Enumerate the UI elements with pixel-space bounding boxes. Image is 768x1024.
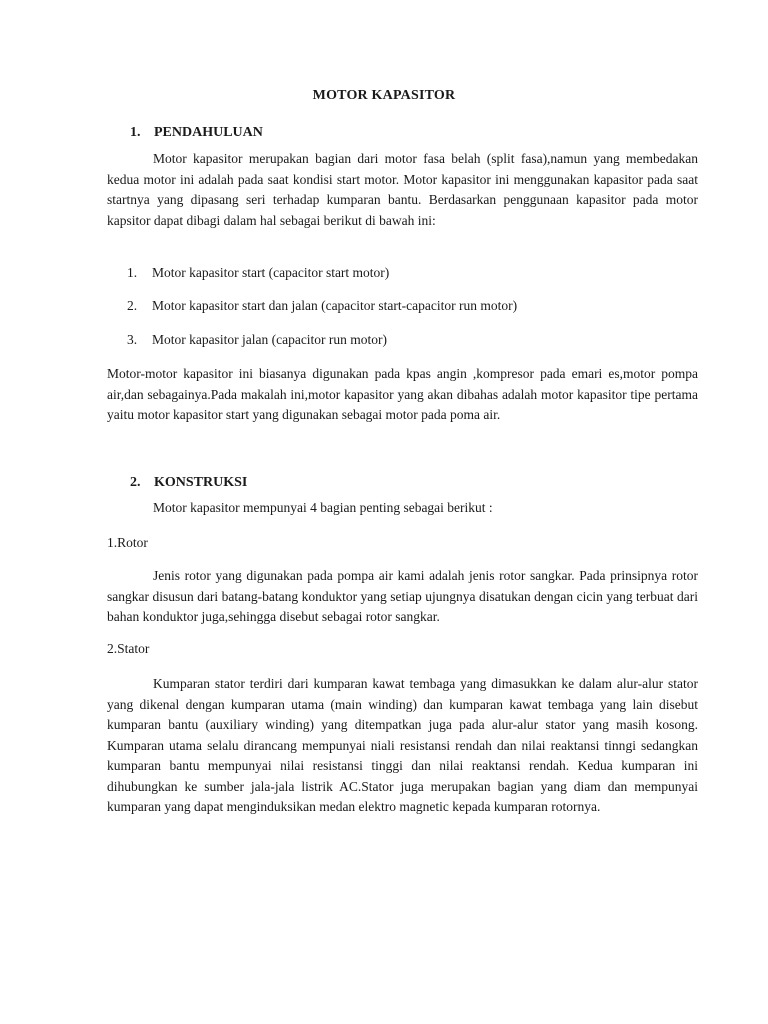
rotor-label: 1.Rotor [107,535,148,550]
section-1-title: PENDAHULUAN [154,125,263,140]
list-item-text: Motor kapasitor jalan (capacitor run motor) [152,332,388,347]
section-1-intro-paragraph: Motor kapasitor merupakan bagian dari motor fasa belah (split fasa),namun yang membedakan kedua motor ini adalah pada saat kondisi start motor. Motor kapasitor ini menggunakan kapasitor pada saat startnya yang dipasang seri terhadap kumparan bantu. Berdasarkan penggunaan kapasitor pada motor kapsitor dapat dibagi dalam hal sebagai berikut di bawah ini: [107,151,698,228]
document-title: MOTOR KAPASITOR [312,88,456,103]
section-1-closing-paragraph: Motor-motor kapasitor ini biasanya digunakan pada kpas angin ,kompresor pada emari es,motor pompa air,dan sebagainya.Pada makalah ini,motor kapasitor yang akan dibahas adalah motor kapasitor tipe pertama yaitu motor kapasitor start yang digunakan sebagai motor pada poma air. [107,366,698,422]
section-2-title: KONSTRUKSI [154,475,248,490]
stator-label: 2.Stator [107,641,150,656]
section-1-heading [130,125,263,141]
list-item-text: Motor kapasitor start dan jalan (capacitor start-capacitor run motor) [152,298,518,313]
rotor-paragraph: Jenis rotor yang digunakan pada pompa air kami adalah jenis rotor sangkar. Pada prinsipnya rotor sangkar disusun dari batang-batang konduktor yang setiap ujungnya disatukan dengan cicin yang terbuat dari bahan konduktor juga,sehingga disebut sebagai rotor sangkar. [107,568,698,624]
list-item [127,298,517,314]
list-item-number: 3. [127,332,138,347]
section-1-number: 1. [130,125,141,140]
list-item-text: Motor kapasitor start (capacitor start motor) [152,265,390,280]
stator-paragraph: Kumparan stator terdiri dari kumparan kawat tembaga yang dimasukkan ke dalam alur-alur stator yang dikenal dengan kumparan utama (main winding) dan kumparan kawat tembaga yang lain disebut kumparan bantu (auxiliary winding) yang ditempatkan juga pada alur-alur stator yang masih kosong. Kumparan utama selalu dirancang mempunyai niali resistansi rendah dan nilai reaktansi tinngi sedangkan kumparan bantu mempunyai nilai resistansi tinggi dan nilai reaktansi rendah. Kedua kumparan ini dihubungkan ke sumber jala-jala listrik AC.Stator juga merupakan bagian yang diam dan mempunyai kumparan yang dapat menginduksikan medan elektro magnetic kepada kumparan rotornya. [107,676,698,814]
list-item [127,265,389,281]
list-item-number: 2. [127,298,138,313]
section-2-number: 2. [130,475,141,490]
section-2-heading [130,475,247,491]
section-2-intro: Motor kapasitor mempunyai 4 bagian penting sebagai berikut : [153,500,493,515]
list-item [127,332,387,348]
list-item-number: 1. [127,265,138,280]
